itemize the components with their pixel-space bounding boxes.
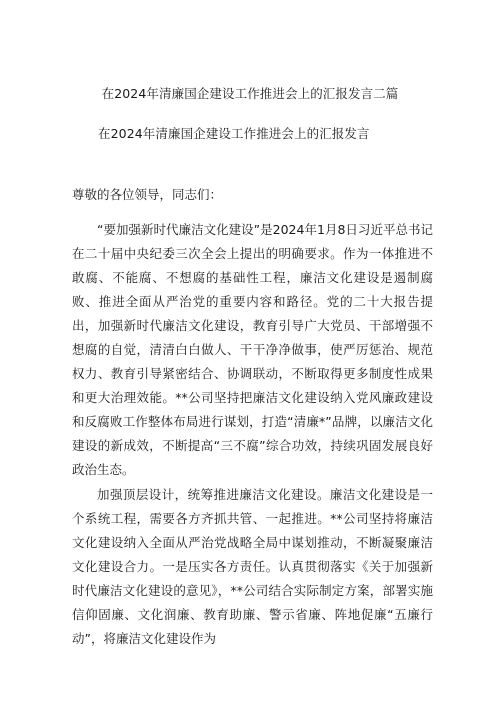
body-paragraph-2 [72, 483, 433, 651]
document-title: 在2024年清廉国企建设工作推进会上的汇报发言二篇 [101, 86, 399, 101]
greeting: 尊敬的各位领导，同志们： [72, 187, 223, 202]
body-paragraph-1 [72, 218, 433, 482]
paragraph-text: 加强顶层设计，统筹推进廉洁文化建设。廉洁文化建设是一个系统工程，需要各方齐抓共管、一起推进。**公司坚持将廉洁文化建设纳入全面从严治党战略全局中谋划推动，不断凝聚廉洁文化建设合力。一是压实各方责任。认真贯彻落实《关于加强新时代廉洁文化建设的意见》，**公司结合实际制定方案，部署实施信仰固廉、文化润廉、教育助廉、警示省廉、阵地促廉“五廉行动”，将廉洁文化建设作为 [72, 487, 433, 646]
document-subtitle: 在2024年清廉国企建设工作推进会上的汇报发言 [98, 126, 370, 141]
paragraph-text: “要加强新时代廉洁文化建设”是2024年1月8日习近平总书记在二十届中央纪委三次全会上提出的明确要求。作为一体推进不敢腐、不能腐、不想腐的基础性工程，廉洁文化建设是遏制腐败、推进全面从严治党的重要内容和路径。党的二十大报告提出，加强新时代廉洁文化建设，教育引导广大党员、干部增强不想腐的自觉，清清白白做人、干干净净做事，使严厉惩治、规范权力、教育引导紧密结合、协调联动，不断取得更多制度性成果和更大治理效能。**公司坚持把廉洁文化建设纳入党风廉政建设和反腐败工作整体布局进行谋划，打造“清廉*”品牌，以廉洁文化建设的新成效，不断提高“三不腐”综合功效，持续巩固发展良好政治生态。 [72, 222, 433, 477]
